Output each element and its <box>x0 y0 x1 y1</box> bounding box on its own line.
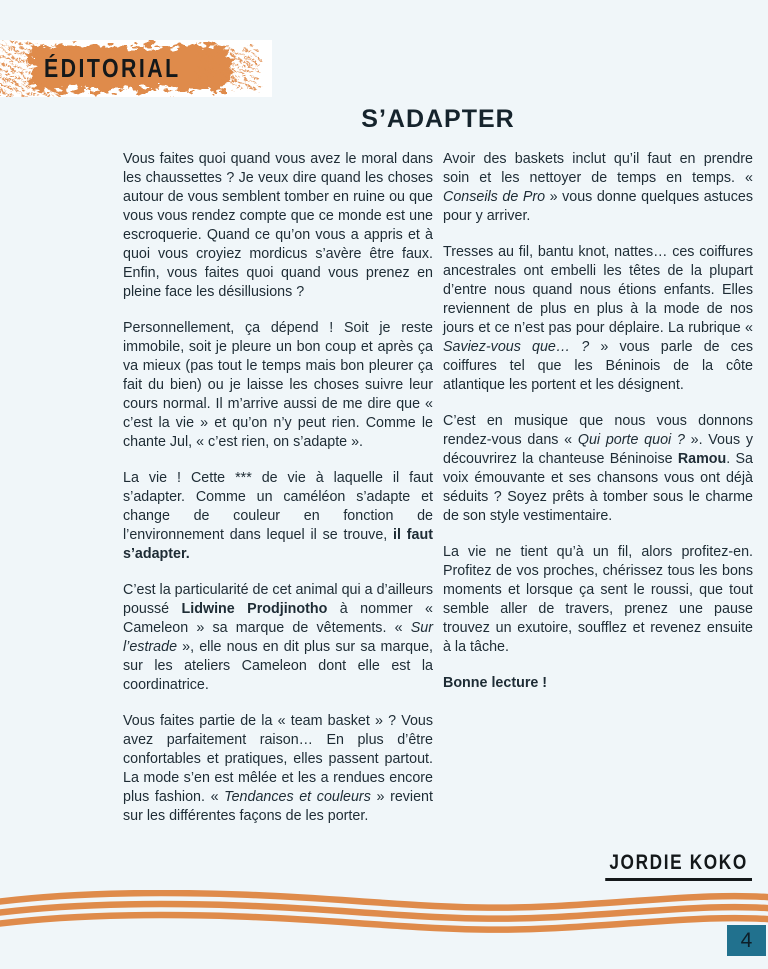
paragraph: Vous faites quoi quand vous avez le moral dans les chaussettes ? Je veux dire quand les choses autour de vous semblent tomber en ruine ou que vous vous rendez compte que ce monde est une escroquerie. Quand ce qu’on vous a appris et à quoi vous croyiez mordicus s’avère être faux. Enfin, vous faites quoi quand vous prenez en pleine face les désillusions ? <box>123 151 433 300</box>
paragraph: Bonne lecture ! <box>443 675 548 691</box>
page-number-badge <box>727 925 766 956</box>
page-number: 4 <box>740 928 753 952</box>
paragraph: Personnellement, ça dépend ! Soit je reste immobile, soit je pleure un bon coup et après ça va mieux (pas tout le temps mais bon pleurer ça fait du bien) ou je laisse les choses suivre leur cours normal. Il m’arrive aussi de me dire que « c’est la vie » et qu’on n’y peut rien. Comme le chante Jul, « c’est rien, on s’adapte ». <box>123 320 433 450</box>
page-title: S’ADAPTER <box>361 105 515 133</box>
editorial-banner <box>0 40 272 97</box>
paragraph: C’est la particularité de cet animal qui a d’ailleurs poussé Lidwine Prodjinotho à nommer « Cameleon » sa marque de vêtements. « Sur l’estrade », elle nous en dit plus sur sa marque, sur les ateliers Cameleon dont elle est la coordinatrice. <box>123 582 433 693</box>
editorial-body <box>123 150 753 843</box>
paragraph: La vie ne tient qu’à un fil, alors profitez-en. Profitez de vos proches, chérissez tous les bons moments et lorsque ça sent le roussi, que tout semble aller de travers, prenez une pause trouvez un exutoire, soufflez et revenez ensuite à la tâche. <box>443 544 753 655</box>
editorial-banner-label: ÉDITORIAL <box>44 53 181 83</box>
column-right <box>443 150 753 843</box>
paragraph: Vous faites partie de la « team basket » ? Vous avez parfaitement raison… En plus d’être confortables et pratiques, elles passent partout. La mode s’en est mêlée et les a rendues encore plus fashion. « Tendances et couleurs » revient sur les différentes façons de les porter. <box>123 713 433 824</box>
author-signature: JORDIE KOKO <box>605 851 752 881</box>
paragraph: Tresses au fil, bantu knot, nattes… ces coiffures ancestrales ont embelli les têtes de la plupart d’entre nous quand nous étions enfants. Elles reviennent de plus en plus à la mode de nos jours et ce n’est pas pour déplaire. La rubrique « Saviez-vous que… ? » vous parle de ces coiffures tel que les Béninois de la côte atlantique les portent et les désignent. <box>443 244 754 393</box>
paragraph: C’est en musique que nous vous donnons rendez-vous dans « Qui porte quoi ? ». Vous y découvrirez la chanteuse Béninoise Ramou. Sa voix émouvante et ses chansons vous ont déjà séduits ? Soyez prêts à tomber sous le charme de son style vestimentaire. <box>443 413 753 524</box>
wave-lines-decoration <box>0 890 768 940</box>
column-left <box>123 150 433 843</box>
paragraph: Avoir des baskets inclut qu’il faut en prendre soin et les nettoyer de temps en temps. « Conseils de Pro » vous donne quelques astuces pour y arriver. <box>443 151 753 224</box>
paragraph: La vie ! Cette *** de vie à laquelle il faut s’adapter. Comme un caméléon s’adapte et change de couleur en fonction de l’environnement dans lequel il se trouve, il faut s’adapter. <box>123 470 433 562</box>
